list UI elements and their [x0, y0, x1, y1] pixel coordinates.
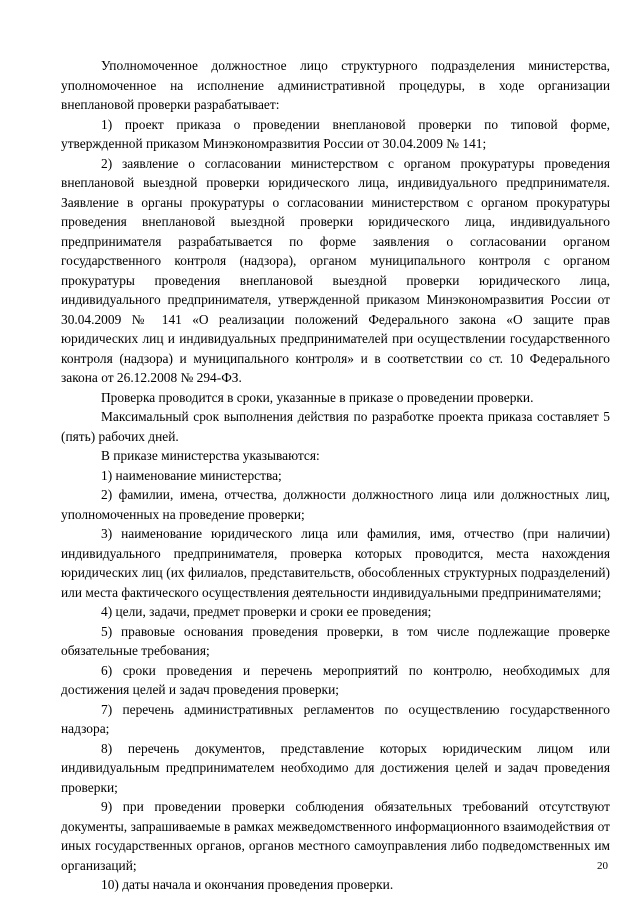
- page-number: 20: [597, 860, 608, 872]
- paragraph-order-item-5: 5) правовые основания проведения проверки, в том числе подлежащие проверке обязательные требования;: [61, 623, 610, 658]
- paragraph-order-item-7: 7) перечень административных регламентов по осуществлению государственного надзора;: [61, 701, 610, 736]
- paragraph-order-item-1: 1) наименование министерства;: [101, 467, 282, 483]
- paragraph-order-item-3: 3) наименование юридического лица или фамилия, имя, отчество (при наличии) индивидуального предпринимателя, проверка которых проводится, места нахождения юридических лиц (их филиалов, представительств, обособленных структурных подразделений) или места фактического осуществления деятельности индивидуальными предпринимателями;: [61, 526, 610, 600]
- paragraph-max-term: Максимальный срок выполнения действия по разработке проекта приказа составляет 5 (пять) рабочих дней.: [61, 409, 610, 444]
- paragraph-order-item-4: 4) цели, задачи, предмет проверки и сроки ее проведения;: [101, 604, 432, 619]
- paragraph-order-item-6: 6) сроки проведения и перечень мероприятий по контролю, необходимых для достижения целей и задач проведения проверки;: [61, 662, 610, 697]
- paragraph-intro: Уполномоченное должностное лицо структурного подразделения министерства, уполномоченное на исполнение административной процедуры, в ходе организации внеплановой проверки разрабатывает:: [61, 58, 610, 112]
- document-body: [61, 56, 610, 895]
- paragraph-order-item-8: 8) перечень документов, представление которых юридическим лицом или индивидуальным предпринимателем необходимо для достижения целей и задач проведения проверки;: [61, 740, 610, 795]
- paragraph-item-2: 2) заявление о согласовании министерством с органом прокуратуры проведения внеплановой выездной проверки юридического лица, индивидуального предпринимателя. Заявление в органы прокуратуры о согласовании министерством с органом прокуратуры проведения внеплановой выездной проверки юридического лица, индивидуального предпринимателя разрабатывается по форме заявления о согласовании органом государственного контроля (надзора), органом муниципального контроля с органом прокуратуры проведения внеплановой выездной проверки юридического лица, индивидуального предпринимателя, утвержденной приказом Минэкономразвития России от 30.04.2009 № 141 «О реализации положений Федерального закона «О защите прав юридических лиц и индивидуальных предпринимателей при осуществлении государственного контроля (надзора) и муниципального контроля» и в соответствии со ст. 10 Федерального закона от 26.12.2008 № 294-ФЗ.: [61, 155, 610, 385]
- paragraph-terms: Проверка проводится в сроки, указанные в приказе о проведении проверки.: [101, 389, 534, 405]
- paragraph-order-contents: В приказе министерства указываются:: [101, 448, 320, 463]
- paragraph-order-item-2: 2) фамилии, имена, отчества, должности должностного лица или должностных лиц, уполномоченных на проведение проверки;: [61, 487, 610, 522]
- paragraph-order-item-10: 10) даты начала и окончания проведения проверки.: [101, 877, 394, 892]
- paragraph-order-item-9: 9) при проведении проверки соблюдения обязательных требований отсутствуют документы, запрашиваемые в рамках межведомственного информационного взаимодействия от иных государственных органов, органов местного самоуправления либо подведомственных им организаций;: [61, 799, 610, 873]
- paragraph-item-1: 1) проект приказа о проведении внеплановой проверки по типовой форме, утвержденной приказом Минэкономразвития России от 30.04.2009 № 141;: [61, 116, 610, 151]
